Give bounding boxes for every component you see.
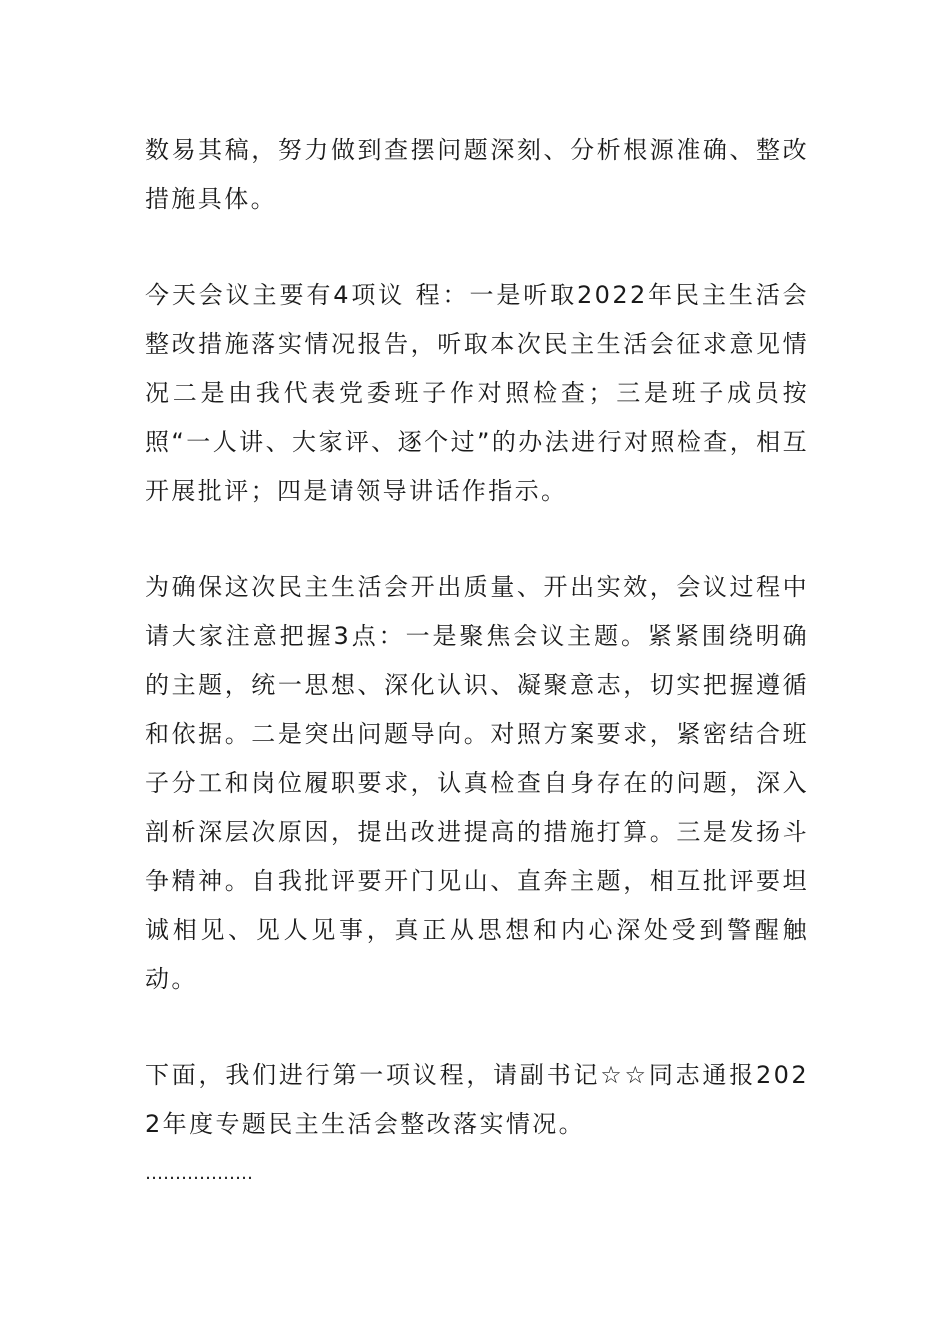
paragraph-1: 数易其稿，努力做到查摆问题深刻、分析根源准确、整改措施具体。 [145,136,809,213]
trailing-ellipsis: ……………… [145,1163,253,1184]
paragraph-2: 今天会议主要有4项议 程：一是听取2022年民主生活会整改措施落实情况报告，听取本次民主生活会征求意见情况二是由我代表党委班子作对照检查；三是班子成员按照“一人讲、大家评、逐个过”的办法进行对照检查，相互开展批评；四是请领导讲话作指示。 [145,281,809,505]
paragraph-3: 为确保这次民主生活会开出质量、开出实效，会议过程中请大家注意把握3点：一是聚焦会议主题。紧紧围绕明确的主题，统一思想、深化认识、凝聚意志，切实把握遵循和依据。二是突出问题导向。对照方案要求，紧密结合班子分工和岗位履职要求，认真检查自身存在的问题，深入剖析深层次原因，提出改进提高的措施打算。三是发扬斗争精神。自我批评要开门见山、直奔主题，相互批评要坦诚相见、见人见事，真正从思想和内心深处受到警醒触动。 [145,573,809,993]
document-body [145,126,809,1198]
paragraph-4: 下面，我们进行第一项议程，请副书记☆☆同志通报2022年度专题民主生活会整改落实情况。 [145,1061,809,1138]
